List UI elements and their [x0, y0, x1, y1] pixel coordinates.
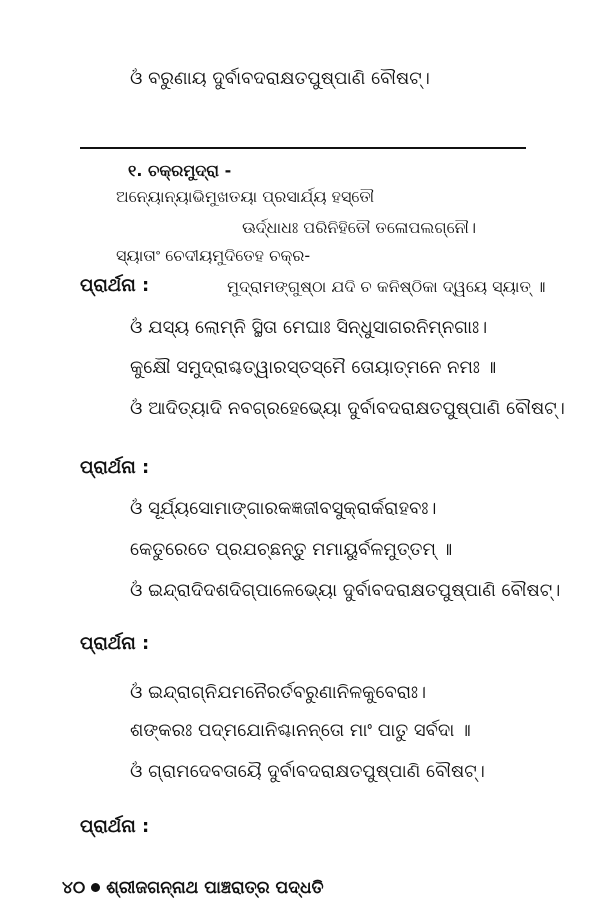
page-footer	[62, 876, 324, 900]
prayer3-line-3: ଓଁ ଗ୍ରାମଦେବତାୟୈ ଦୁର୍ବାବଦରାକ୍ଷତପୁଷ୍ପାଣି ବୌଷଟ୍।	[130, 761, 485, 782]
prayer1-line-3: ଓଁ ଆଦିତ୍ୟାଦି ନବଗ୍ରହେଭ୍ୟୋ ଦୁର୍ବାବଦରାକ୍ଷତପୁଷ୍ପାଣି ବୌଷଟ୍।	[130, 398, 565, 419]
prayer-label-1: ପ୍ରାର୍ଥନା :	[80, 275, 150, 296]
prayer3-line-1: ଓଁ ଇନ୍ଦ୍ରାଗ୍ନିଯମନୈରର୍ତବରୁଣାନିଳକୁବେରାଃ।	[130, 682, 427, 703]
book-title: ଶ୍ରୀଜଗନ୍ନାଥ ପାଞ୍ଚରାତ୍ର ପଦ୍ଧତି	[106, 878, 324, 898]
mudra-verse-line-1: ଅନ୍ୟୋନ୍ୟାଭିମୁଖତୟା ପ୍ରସାର୍ଯ୍ୟ ହସ୍ତୌ	[116, 187, 375, 206]
prayer1-line-1: ଓଁ ଯସ୍ୟ ଲୋମ୍ନି ସ୍ଥିତା ମେଘାଃ ସିନ୍ଧୁସାଗରନିମ୍ନଗାଃ।	[130, 317, 488, 338]
prayer2-line-3: ଓଁ ଇନ୍ଦ୍ରାଦିଦଶଦିଗ୍‌ପାଳେଭ୍ୟୋ ଦୁର୍ବାବଦରାକ୍ଷତପୁଷ୍ପାଣି ବୌଷଟ୍।	[130, 580, 561, 601]
mudra-heading: ୧. ଚକ୍ରମୁଦ୍ରା -	[128, 161, 232, 180]
section-divider	[80, 147, 526, 149]
mudra-verse-line-2: ଊର୍ଦ୍ଧାଧଃ ପରିନିହିତୌ ତଳୋପଲଗ୍ନୌ।	[242, 218, 477, 237]
prayer2-line-1: ଓଁ ସୂର୍ଯ୍ୟସୋମାଙ୍ଗାରକଜ୍ଞଜୀବସୁକ୍ରାର୍କରାହବଃ।	[130, 498, 437, 519]
footer-bullet-icon	[91, 883, 100, 892]
prayer-label-4: ପ୍ରାର୍ଥନା :	[80, 816, 150, 837]
prayer-label-2: ପ୍ରାର୍ଥନା :	[80, 457, 150, 478]
page-number: ୪୦	[62, 878, 86, 898]
prayer3-line-2: ଶଙ୍କରଃ ପଦ୍ମଯୋନିଶ୍ଚାନନ୍ତୋ ମାଂ ପାତୁ ସର୍ବଦା ॥	[130, 720, 471, 741]
prayer1-line-2: କୁକ୍ଷୌ ସମୁଦ୍ରାଶ୍ଚତ୍ୱାରସ୍ତସ୍ମୈ ତୋୟାତ୍ମନେ ନମଃ ॥	[130, 357, 497, 378]
mudra-verse-line-3: ସ୍ୟାତାଂ ଚେଦୀୟମୁଦିତେହ ଚକ୍ର-	[116, 246, 311, 265]
mudra-verse-line-4: ମୁଦ୍ରାମଙ୍ଗୁଷ୍ଠା ଯଦି ଚ କନିଷ୍ଠିକା ଦ୍ୱୟେ ସ୍ୟାତ୍ ॥	[227, 277, 546, 296]
mantra-varuna: ଓଁ ବରୁଣାୟ ଦୁର୍ବାବଦରାକ୍ଷତପୁଷ୍ପାଣି ବୌଷଟ୍।	[130, 68, 430, 89]
prayer-label-3: ପ୍ରାର୍ଥନା :	[80, 633, 150, 654]
prayer2-line-2: କେତୁରେତେ ପ୍ରଯଚ୍ଛନ୍ତୁ ମମାୟୁର୍ବଳମୁତ୍ତମ୍ ॥	[130, 539, 453, 560]
